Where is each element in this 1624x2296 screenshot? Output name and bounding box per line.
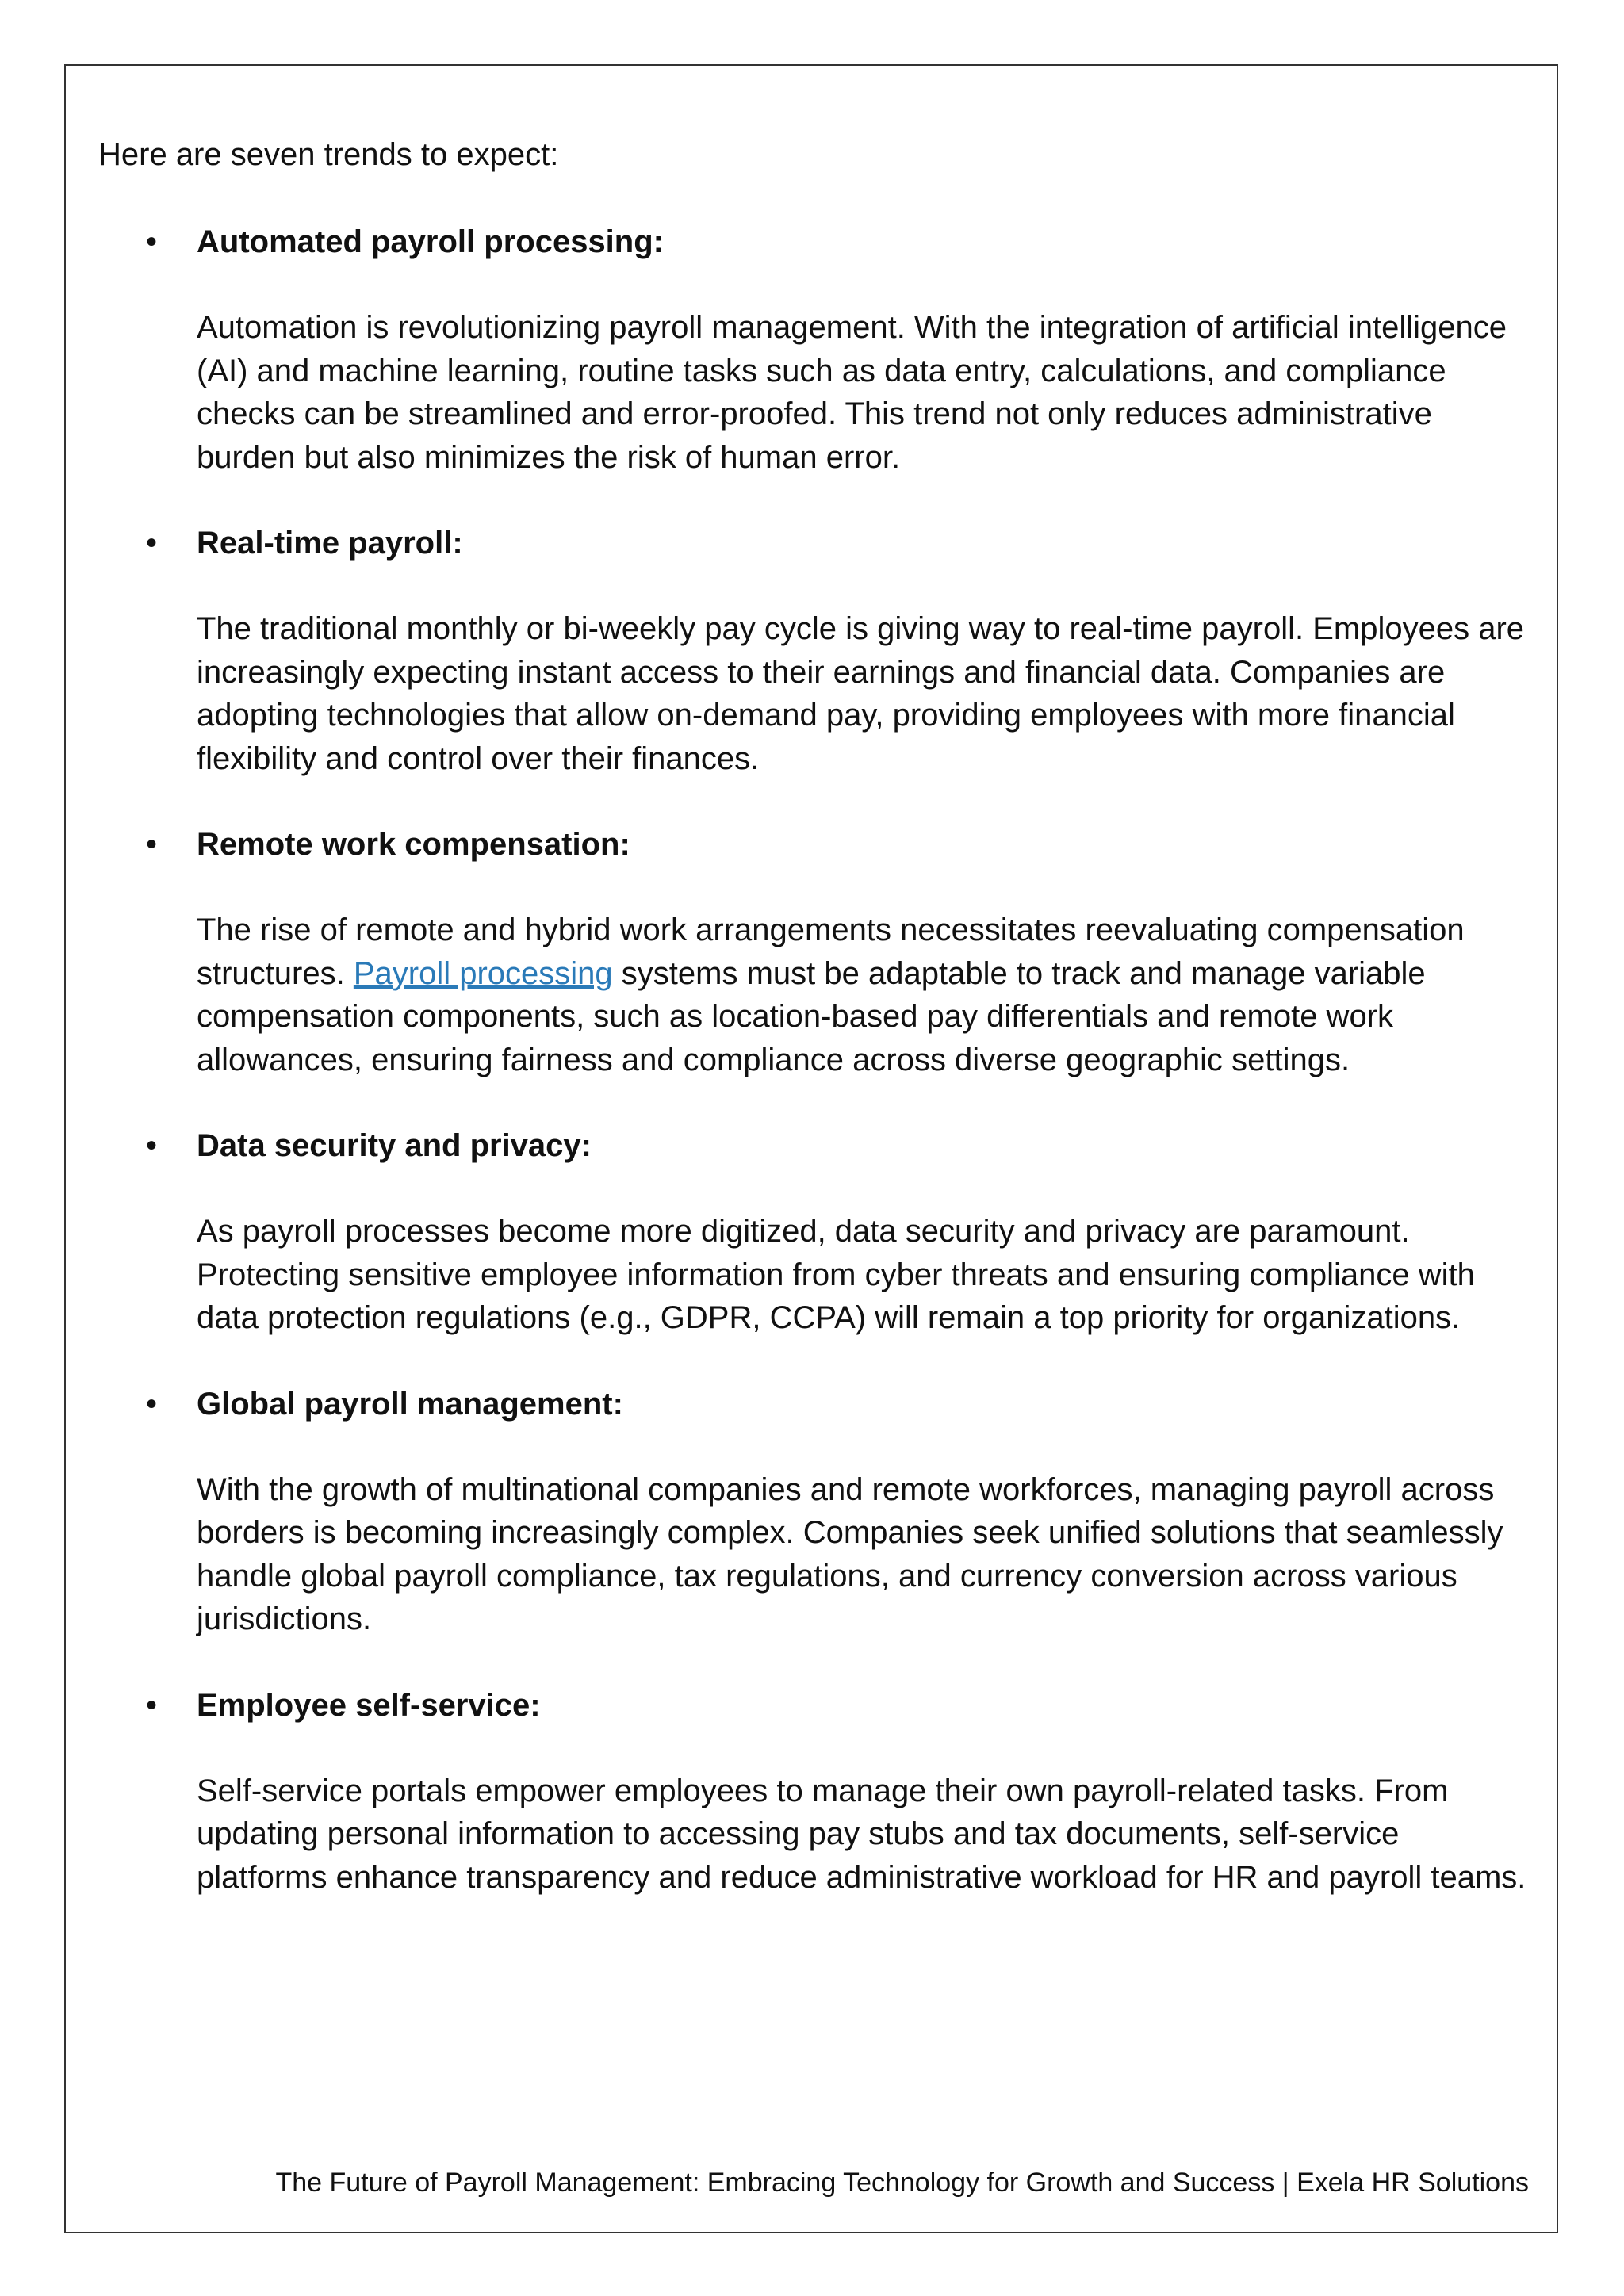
trend-body: As payroll processes become more digitized, data security and privacy are paramount. Protecting sensitive employee information from cyber threats and ensuring compliance with data protection regulations (e.g., GDPR, CCPA) will remain a top priority for organizations. bbox=[197, 1214, 1475, 1335]
trends-list bbox=[0, 220, 1562, 1942]
bullet-icon: • bbox=[146, 1128, 158, 1163]
trend-body-text: The rise of remote and hybrid work arrangements necessitates reevaluating compensation structures. bbox=[197, 913, 1465, 991]
trend-body-text: systems must be adaptable to track and manage variable compensation components, such as location-based pay differentials and remote work allowances, ensuring fairness and compliance across diverse geographic settings. bbox=[197, 955, 1426, 1077]
trend-item-global-payroll bbox=[0, 1383, 1562, 1641]
trend-body: Automation is revolutionizing payroll management. With the integration of artificial intelligence (AI) and machine learning, routine tasks such as data entry, calculations, and compliance checks can be streamlined and error-proofed. This trend not only reduces administrative burden but also minimizes the risk of human error. bbox=[197, 310, 1507, 475]
bullet-icon: • bbox=[146, 224, 158, 259]
bullet-icon: • bbox=[146, 827, 158, 862]
trend-body: The traditional monthly or bi-weekly pay cycle is giving way to real-time payroll. Employees are increasingly expecting instant access to their earnings and financial data. Companies are adopting technologies that allow on-demand pay, providing employees with more financial flexibility and control over their finances. bbox=[197, 611, 1525, 776]
trend-item-employee-self-service bbox=[0, 1684, 1562, 1900]
trend-item-data-security bbox=[0, 1124, 1562, 1340]
trend-title: Global payroll management: bbox=[197, 1386, 623, 1422]
bullet-icon: • bbox=[146, 526, 158, 561]
trend-item-real-time-payroll bbox=[0, 522, 1562, 780]
trend-title: Automated payroll processing: bbox=[197, 224, 664, 259]
trend-title: Remote work compensation: bbox=[197, 827, 630, 862]
intro-text: Here are seven trends to expect: bbox=[98, 137, 559, 172]
trend-title: Real-time payroll: bbox=[197, 526, 463, 561]
trend-title: Employee self-service: bbox=[197, 1687, 541, 1723]
trend-body: Self-service portals empower employees to manage their own payroll-related tasks. From updating personal information to accessing pay stubs and tax documents, self-service platforms enhance transparency and reduce administrative workload for HR and payroll teams. bbox=[197, 1773, 1526, 1895]
bullet-icon: • bbox=[146, 1386, 158, 1422]
page-footer: The Future of Payroll Management: Embracing Technology for Growth and Success | Exela HR Solutions bbox=[275, 2168, 1529, 2198]
trend-item-automated-payroll bbox=[0, 220, 1562, 479]
trend-title: Data security and privacy: bbox=[197, 1128, 592, 1163]
payroll-processing-link[interactable]: Payroll processing bbox=[353, 955, 613, 991]
trend-item-remote-work-compensation bbox=[0, 823, 1562, 1081]
trend-body: With the growth of multinational companies and remote workforces, managing payroll across borders is becoming increasingly complex. Companies seek unified solutions that seamlessly handle global payroll compliance, tax regulations, and currency conversion across various jurisdictions. bbox=[197, 1471, 1503, 1636]
trend-body bbox=[197, 909, 1537, 1081]
bullet-icon: • bbox=[146, 1687, 158, 1723]
